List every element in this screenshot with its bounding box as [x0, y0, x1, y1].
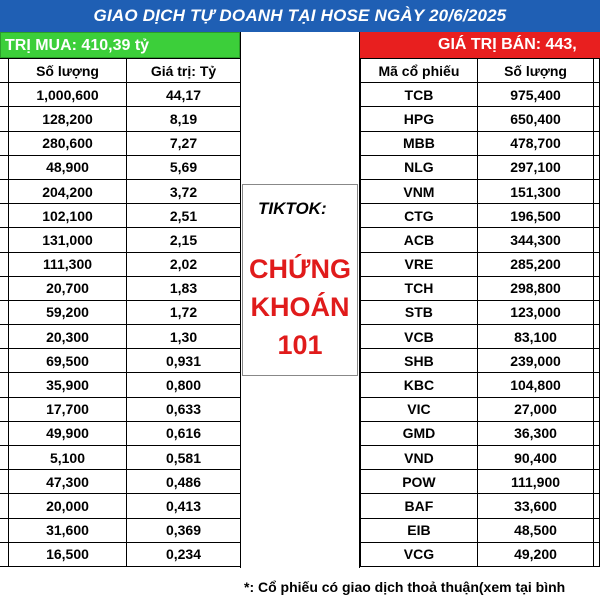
- sell-value-cell: [594, 83, 600, 107]
- buy-table-header-row: [0, 59, 241, 83]
- buy-value-cell: 3,72: [127, 179, 241, 203]
- sell-value-cell: [594, 325, 600, 349]
- buy-table-row: [0, 228, 241, 252]
- brand-line-2: KHOÁN: [250, 292, 350, 322]
- buy-quantity-cell: 20,000: [9, 494, 127, 518]
- sell-quantity-cell: 285,200: [477, 252, 593, 276]
- buy-quantity-cell: 20,700: [9, 276, 127, 300]
- sell-value-cell: [594, 349, 600, 373]
- buy-quantity-cell: 17,700: [9, 397, 127, 421]
- sell-value-cell: [594, 518, 600, 542]
- tiktok-label: TIKTOK:: [258, 199, 327, 218]
- buy-table-row: [0, 83, 241, 107]
- buy-ticker-cell: [0, 155, 9, 179]
- buy-value-cell: 0,931: [127, 349, 241, 373]
- sell-value-cell: [594, 276, 600, 300]
- buy-table-row: [0, 470, 241, 494]
- buy-quantity-cell: 5,100: [9, 446, 127, 470]
- sell-table-row: [361, 155, 600, 179]
- sell-ticker-cell: SHB: [361, 349, 478, 373]
- buy-table-row: [0, 494, 241, 518]
- buy-ticker-cell: [0, 276, 9, 300]
- sell-ticker-cell: ACB: [361, 228, 478, 252]
- buy-value-cell: 2,02: [127, 252, 241, 276]
- sell-table-row: [361, 494, 600, 518]
- sell-value-cell: [594, 421, 600, 445]
- sell-table-row: [361, 325, 600, 349]
- buy-ticker-column-header: [0, 59, 9, 83]
- buy-ticker-cell: [0, 373, 9, 397]
- buy-ticker-cell: [0, 179, 9, 203]
- sell-ticker-cell: NLG: [361, 155, 478, 179]
- buy-value-cell: 8,19: [127, 107, 241, 131]
- buy-ticker-cell: [0, 470, 9, 494]
- sell-ticker-cell: KBC: [361, 373, 478, 397]
- sell-quantity-column-header: Số lượng: [477, 59, 593, 83]
- sell-quantity-cell: 196,500: [477, 204, 593, 228]
- sell-ticker-cell: MBB: [361, 131, 478, 155]
- sell-quantity-cell: 36,300: [477, 421, 593, 445]
- sell-value-column-header: [594, 59, 600, 83]
- sell-value-cell: [594, 542, 600, 566]
- buy-quantity-cell: 131,000: [9, 228, 127, 252]
- buy-value-cell: 1,83: [127, 276, 241, 300]
- sell-ticker-cell: VIC: [361, 397, 478, 421]
- sell-quantity-cell: 27,000: [477, 397, 593, 421]
- sell-total-header: GIÁ TRỊ BÁN: 443,: [360, 32, 600, 58]
- sell-quantity-cell: 33,600: [477, 494, 593, 518]
- sell-quantity-cell: 104,800: [477, 373, 593, 397]
- sell-value-cell: [594, 300, 600, 324]
- buy-value-cell: 5,69: [127, 155, 241, 179]
- sell-value-cell: [594, 228, 600, 252]
- sell-value-cell: [594, 252, 600, 276]
- sell-ticker-cell: EIB: [361, 518, 478, 542]
- buy-table-row: [0, 421, 241, 445]
- sell-table-row: [361, 446, 600, 470]
- sell-ticker-cell: HPG: [361, 107, 478, 131]
- footnote: *: Cổ phiếu có giao dịch thoả thuận(xem tại bình: [244, 579, 566, 595]
- sell-value-cell: [594, 397, 600, 421]
- brand-line-1: CHỨNG: [249, 254, 351, 284]
- sell-quantity-cell: 83,100: [477, 325, 593, 349]
- buy-ticker-cell: [0, 83, 9, 107]
- buy-value-cell: 0,800: [127, 373, 241, 397]
- sell-ticker-cell: POW: [361, 470, 478, 494]
- buy-quantity-cell: 69,500: [9, 349, 127, 373]
- sell-table-header-row: [361, 59, 600, 83]
- sell-table-row: [361, 107, 600, 131]
- sell-value-cell: [594, 155, 600, 179]
- buy-ticker-cell: [0, 421, 9, 445]
- buy-quantity-cell: 128,200: [9, 107, 127, 131]
- buy-value-column-header: Giá trị: Tỷ: [127, 59, 241, 83]
- sell-quantity-cell: 49,200: [477, 542, 593, 566]
- brand-line-3: 101: [277, 330, 323, 360]
- buy-table-row: [0, 373, 241, 397]
- buy-ticker-cell: [0, 397, 9, 421]
- buy-ticker-cell: [0, 325, 9, 349]
- buy-table-row: [0, 325, 241, 349]
- sell-table-row: [361, 518, 600, 542]
- buy-table-row: [0, 542, 241, 566]
- buy-table-row: [0, 300, 241, 324]
- sell-value-cell: [594, 204, 600, 228]
- buy-ticker-cell: [0, 300, 9, 324]
- sell-value-cell: [594, 131, 600, 155]
- buy-ticker-cell: [0, 252, 9, 276]
- buy-table-row: [0, 179, 241, 203]
- buy-value-cell: 0,413: [127, 494, 241, 518]
- buy-quantity-cell: 31,600: [9, 518, 127, 542]
- buy-total-header: TRỊ MUA: 410,39 tỷ: [0, 32, 240, 58]
- buy-quantity-cell: 280,600: [9, 131, 127, 155]
- buy-table-row: [0, 252, 241, 276]
- sell-value-cell: [594, 446, 600, 470]
- buy-quantity-cell: 16,500: [9, 542, 127, 566]
- sell-table-row: [361, 276, 600, 300]
- sell-quantity-cell: 650,400: [477, 107, 593, 131]
- buy-table-row: [0, 155, 241, 179]
- buy-value-cell: 0,234: [127, 542, 241, 566]
- buy-ticker-cell: [0, 228, 9, 252]
- buy-table-row: [0, 349, 241, 373]
- sell-value-cell: [594, 373, 600, 397]
- sell-ticker-cell: STB: [361, 300, 478, 324]
- buy-quantity-column-header: Số lượng: [9, 59, 127, 83]
- sell-quantity-cell: 111,900: [477, 470, 593, 494]
- sell-quantity-cell: 48,500: [477, 518, 593, 542]
- buy-value-cell: 0,616: [127, 421, 241, 445]
- buy-value-cell: 1,30: [127, 325, 241, 349]
- sell-quantity-cell: 297,100: [477, 155, 593, 179]
- buy-ticker-cell: [0, 204, 9, 228]
- sell-quantity-cell: 123,000: [477, 300, 593, 324]
- sell-quantity-cell: 239,000: [477, 349, 593, 373]
- sell-ticker-cell: CTG: [361, 204, 478, 228]
- sell-quantity-cell: 344,300: [477, 228, 593, 252]
- buy-ticker-cell: [0, 446, 9, 470]
- sell-table-row: [361, 228, 600, 252]
- buy-value-cell: 1,72: [127, 300, 241, 324]
- sell-ticker-cell: VCB: [361, 325, 478, 349]
- sell-ticker-cell: VRE: [361, 252, 478, 276]
- buy-table-row: [0, 131, 241, 155]
- sell-table-row: [361, 373, 600, 397]
- sell-ticker-cell: VCG: [361, 542, 478, 566]
- buy-value-cell: 2,51: [127, 204, 241, 228]
- buy-quantity-cell: 102,100: [9, 204, 127, 228]
- buy-ticker-cell: [0, 131, 9, 155]
- sell-quantity-cell: 90,400: [477, 446, 593, 470]
- buy-table: [0, 58, 241, 567]
- buy-table-row: [0, 276, 241, 300]
- sell-value-cell: [594, 470, 600, 494]
- buy-value-cell: 0,581: [127, 446, 241, 470]
- buy-ticker-cell: [0, 518, 9, 542]
- sell-table-row: [361, 131, 600, 155]
- sell-ticker-cell: TCH: [361, 276, 478, 300]
- buy-ticker-cell: [0, 107, 9, 131]
- page-title: GIAO DỊCH TỰ DOANH TẠI HOSE NGÀY 20/6/2025: [0, 0, 600, 32]
- buy-ticker-cell: [0, 494, 9, 518]
- buy-quantity-cell: 49,900: [9, 421, 127, 445]
- sell-ticker-cell: VNM: [361, 179, 478, 203]
- buy-table-row: [0, 397, 241, 421]
- sell-table-row: [361, 83, 600, 107]
- buy-quantity-cell: 20,300: [9, 325, 127, 349]
- sell-ticker-cell: VND: [361, 446, 478, 470]
- buy-ticker-cell: [0, 349, 9, 373]
- buy-table-row: [0, 446, 241, 470]
- buy-value-cell: 0,633: [127, 397, 241, 421]
- sell-value-cell: [594, 107, 600, 131]
- sell-table-row: [361, 252, 600, 276]
- buy-ticker-cell: [0, 542, 9, 566]
- sell-value-cell: [594, 494, 600, 518]
- sell-table-row: [361, 542, 600, 566]
- buy-quantity-cell: 1,000,600: [9, 83, 127, 107]
- sell-ticker-column-header: Mã cổ phiếu: [361, 59, 478, 83]
- sell-table-row: [361, 179, 600, 203]
- buy-table-row: [0, 204, 241, 228]
- sell-table: [360, 58, 600, 567]
- buy-table-row: [0, 518, 241, 542]
- buy-quantity-cell: 204,200: [9, 179, 127, 203]
- buy-value-cell: 2,15: [127, 228, 241, 252]
- sell-quantity-cell: 478,700: [477, 131, 593, 155]
- sell-ticker-cell: TCB: [361, 83, 478, 107]
- sell-quantity-cell: 298,800: [477, 276, 593, 300]
- buy-value-cell: 0,486: [127, 470, 241, 494]
- sell-table-row: [361, 204, 600, 228]
- sell-value-cell: [594, 179, 600, 203]
- sell-table-row: [361, 470, 600, 494]
- sell-ticker-cell: BAF: [361, 494, 478, 518]
- sell-table-row: [361, 349, 600, 373]
- buy-value-cell: 7,27: [127, 131, 241, 155]
- buy-quantity-cell: 35,900: [9, 373, 127, 397]
- sell-table-row: [361, 421, 600, 445]
- sell-table-row: [361, 300, 600, 324]
- buy-value-cell: 0,369: [127, 518, 241, 542]
- buy-quantity-cell: 59,200: [9, 300, 127, 324]
- sell-quantity-cell: 975,400: [477, 83, 593, 107]
- sell-table-row: [361, 397, 600, 421]
- buy-table-row: [0, 107, 241, 131]
- sell-ticker-cell: GMD: [361, 421, 478, 445]
- buy-quantity-cell: 47,300: [9, 470, 127, 494]
- sell-quantity-cell: 151,300: [477, 179, 593, 203]
- buy-value-cell: 44,17: [127, 83, 241, 107]
- buy-quantity-cell: 111,300: [9, 252, 127, 276]
- buy-quantity-cell: 48,900: [9, 155, 127, 179]
